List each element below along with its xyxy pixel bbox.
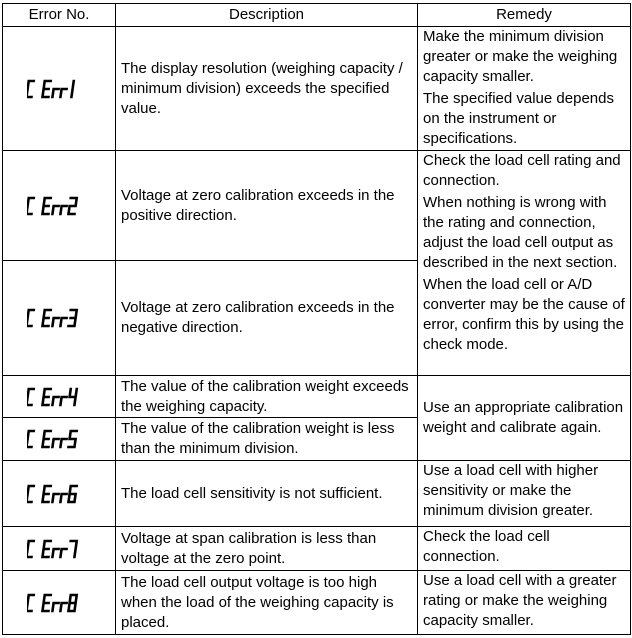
error-code-cell xyxy=(3,151,116,261)
remedy-cell: Check the load cell connection. xyxy=(418,527,631,571)
remedy-cell xyxy=(418,151,631,376)
code-glyph xyxy=(60,206,66,214)
error-code-cell xyxy=(3,376,116,418)
remedy-cell: Use a load cell with higher sensitivity or make the minimum division greater. xyxy=(418,461,631,527)
error-code-cell xyxy=(3,461,116,527)
error-code-err1 xyxy=(27,79,91,99)
code-glyph xyxy=(68,198,76,214)
code-glyph xyxy=(42,541,50,557)
description-cell: The display resolution (weighing capacity / minimum division) exceeds the specified value. xyxy=(116,27,418,151)
code-glyph xyxy=(52,439,58,447)
code-glyph xyxy=(60,89,66,97)
description-cell: The load cell sensitivity is not sufficient. xyxy=(116,461,418,527)
code-glyph xyxy=(52,603,58,611)
header-remedy: Remedy xyxy=(418,4,631,27)
code-glyph xyxy=(60,603,66,611)
error-code-cell xyxy=(3,571,116,635)
error-code-err6 xyxy=(27,484,91,504)
remedy-text: The specified value depends on the instrument or specifications. xyxy=(423,90,614,147)
code-glyph xyxy=(68,486,76,502)
code-glyph xyxy=(27,81,34,97)
description-cell: Voltage at span calibration is less than voltage at the zero point. xyxy=(116,527,418,571)
code-glyph xyxy=(52,494,58,502)
table-row xyxy=(3,461,631,527)
table-row xyxy=(3,151,631,261)
error-code-err5 xyxy=(27,429,91,449)
code-glyph xyxy=(60,494,66,502)
table-row xyxy=(3,27,631,151)
code-glyph xyxy=(42,198,50,214)
remedy-cell: Use a load cell with a greater rating or make the weighing capacity smaller. xyxy=(418,571,631,635)
error-table xyxy=(2,3,631,635)
code-glyph xyxy=(60,439,66,447)
remedy-text: When the load cell or A/D converter may be the cause of error, confirm this by using the check mode. xyxy=(423,276,625,353)
code-glyph xyxy=(42,310,50,326)
description-cell: The value of the calibration weight exceeds the weighing capacity. xyxy=(116,376,418,418)
description-cell: The load cell output voltage is too high when the load of the weighing capacity is placed. xyxy=(116,571,418,635)
description-cell: Voltage at zero calibration exceeds in the positive direction. xyxy=(116,151,418,261)
code-glyph xyxy=(68,389,76,405)
code-glyph xyxy=(42,431,50,447)
code-glyph xyxy=(42,81,50,97)
error-code-err4 xyxy=(27,387,91,407)
code-glyph xyxy=(27,431,34,447)
code-glyph xyxy=(52,318,58,326)
error-code-err3 xyxy=(27,308,91,328)
error-code-cell xyxy=(3,27,116,151)
header-error-no: Error No. xyxy=(3,4,116,27)
error-code-cell xyxy=(3,527,116,571)
code-glyph xyxy=(68,431,76,447)
error-code-err8 xyxy=(27,593,91,613)
code-glyph xyxy=(27,389,34,405)
table-row xyxy=(3,527,631,571)
code-glyph xyxy=(42,595,50,611)
description-cell: Voltage at zero calibration exceeds in the negative direction. xyxy=(116,261,418,376)
code-glyph xyxy=(27,198,34,214)
code-glyph xyxy=(71,81,73,97)
code-glyph xyxy=(27,486,34,502)
code-glyph xyxy=(27,595,34,611)
remedy-text: Make the minimum division greater or make the weighing capacity smaller. xyxy=(423,28,618,85)
code-glyph xyxy=(68,541,76,557)
description-cell: The value of the calibration weight is less than the minimum division. xyxy=(116,418,418,461)
table-row xyxy=(3,571,631,635)
code-glyph xyxy=(68,595,76,611)
error-code-err7 xyxy=(27,539,91,559)
header-description: Description xyxy=(116,4,418,27)
header-row xyxy=(3,4,631,27)
table-row xyxy=(3,376,631,418)
code-glyph xyxy=(52,89,58,97)
code-glyph xyxy=(42,486,50,502)
remedy-text: When nothing is wrong with the rating and connection, adjust the load cell output as described in the next section. xyxy=(423,194,618,271)
code-glyph xyxy=(52,397,58,405)
code-glyph xyxy=(60,318,66,326)
remedy-text: Check the load cell rating and connection. xyxy=(423,152,621,189)
code-glyph xyxy=(60,549,66,557)
error-code-cell xyxy=(3,418,116,461)
code-glyph xyxy=(60,397,66,405)
error-code-cell xyxy=(3,261,116,376)
remedy-cell xyxy=(418,27,631,151)
code-glyph xyxy=(68,310,76,326)
code-glyph xyxy=(52,206,58,214)
code-glyph xyxy=(27,541,34,557)
code-glyph xyxy=(52,549,58,557)
error-code-err2 xyxy=(27,196,91,216)
remedy-cell: Use an appropriate calibration weight and calibrate again. xyxy=(418,376,631,461)
code-glyph xyxy=(42,389,50,405)
code-glyph xyxy=(27,310,34,326)
